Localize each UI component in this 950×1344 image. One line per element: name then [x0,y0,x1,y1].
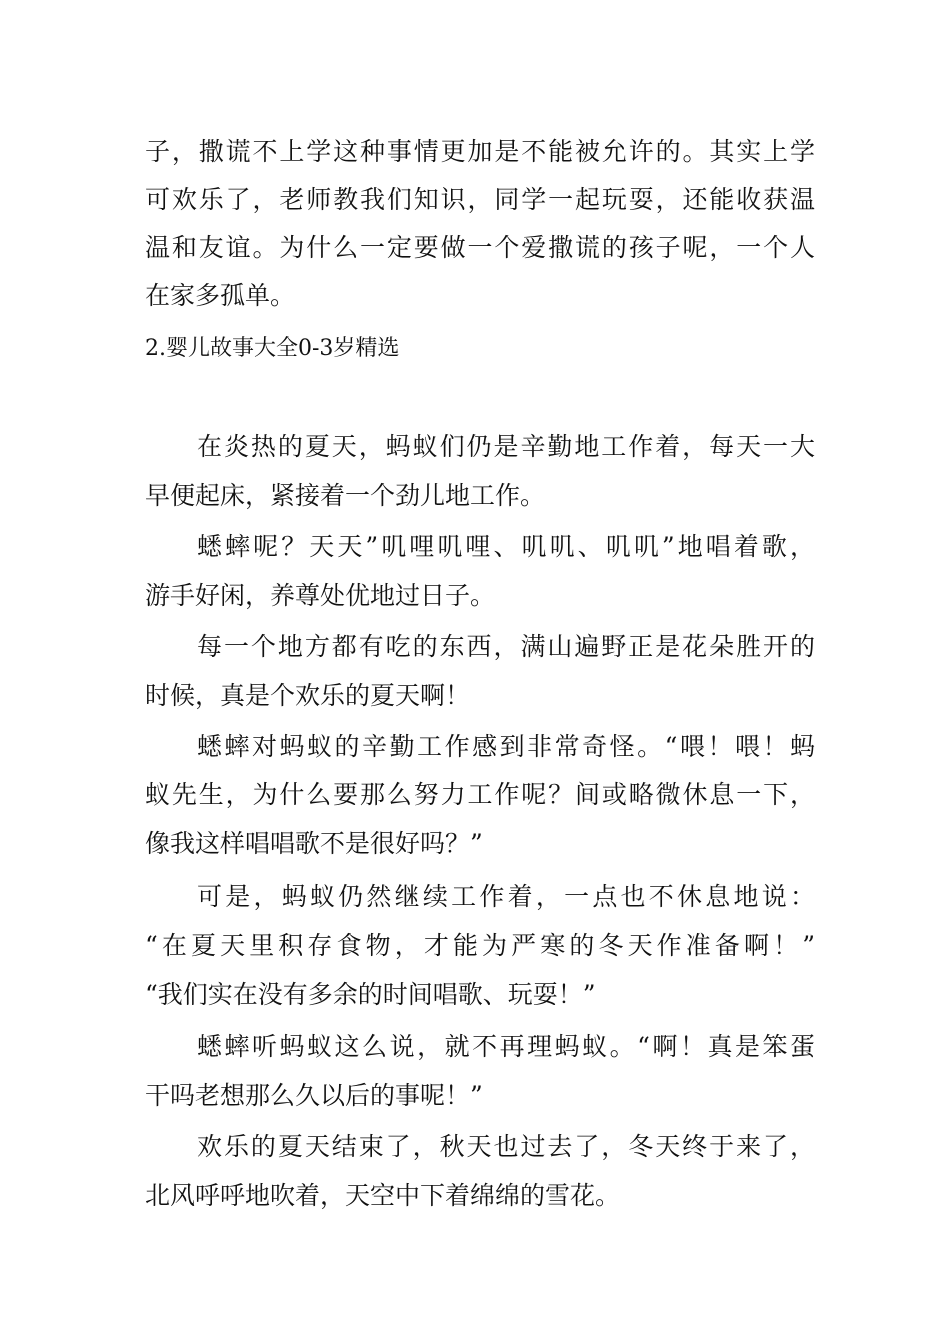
paragraph-line: “我们实在没有多余的时间唱歌、玩耍！” [145,980,596,1009]
paragraph-line: 在家多孤单。 [145,281,296,310]
paragraph-line: 每一个地方都有吃的东西，满山遍野正是花朵胜开的 [197,632,815,661]
paragraph-line: 在炎热的夏天，蚂蚁们仍是辛勤地工作着，每天一大 [197,432,815,461]
paragraph-line: 可是，蚂蚁仍然继续工作着，一点也不休息地说： [197,882,815,911]
paragraph-line: 时候，真是个欢乐的夏天啊！ [145,681,471,710]
paragraph-line: 蚁先生，为什么要那么努力工作呢？间或略微休息一下， [145,780,815,809]
section-heading: 2.婴儿故事大全0-3岁精选 [145,336,400,361]
paragraph-line: 欢乐的夏天结束了，秋天也过去了，冬天终于来了， [197,1132,815,1161]
paragraph-line: 可欢乐了，老师教我们知识，同学一起玩耍，还能收获温 [145,185,815,214]
paragraph-line: 蟋蟀呢？天天”叽哩叽哩、叽叽、叽叽”地唱着歌， [197,532,815,561]
paragraph-line: 蟋蟀听蚂蚁这么说，就不再理蚂蚁。“啊！真是笨蛋 [197,1032,815,1061]
paragraph-line: 游手好闲，养尊处优地过日子。 [145,581,496,610]
paragraph-line: 蟋蟀对蚂蚁的辛勤工作感到非常奇怪。“喂！喂！蚂 [197,732,815,761]
paragraph-line: 北风呼呼地吹着，天空中下着绵绵的雪花。 [145,1181,621,1210]
paragraph-line: “在夏天里积存食物，才能为严寒的冬天作准备啊！” [145,931,815,960]
paragraph-line: 温和友谊。为什么一定要做一个爱撒谎的孩子呢，一个人 [145,233,815,262]
paragraph-line: 早便起床，紧接着一个劲儿地工作。 [145,481,546,510]
paragraph-line: 像我这样唱唱歌不是很好吗？” [145,829,483,858]
paragraph-line: 干吗老想那么久以后的事呢！” [145,1081,483,1110]
paragraph-line: 子，撒谎不上学这种事情更加是不能被允许的。其实上学 [145,137,815,166]
